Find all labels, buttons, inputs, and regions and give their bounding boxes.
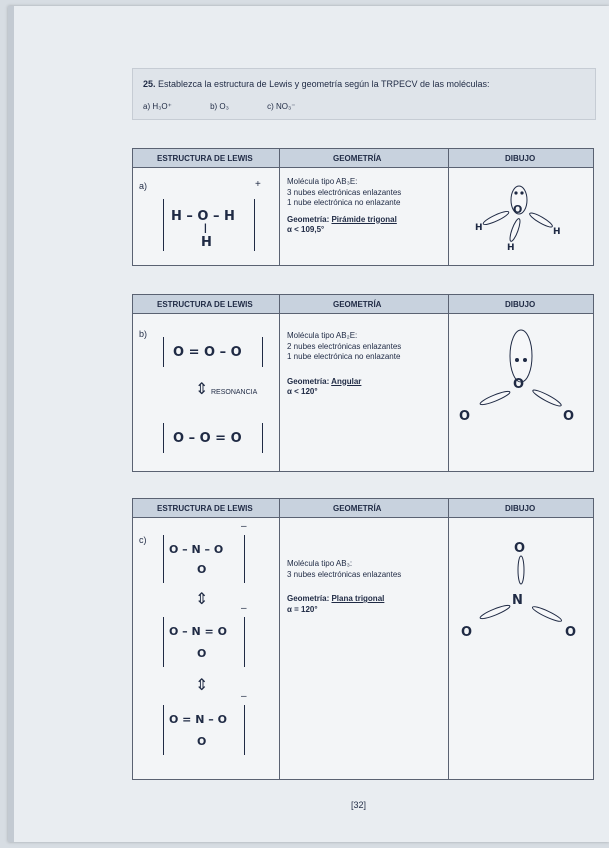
header-geometry: GEOMETRÍA xyxy=(333,300,382,309)
lewis-no3-2-bottom: O xyxy=(197,647,207,660)
header-geometry: GEOMETRÍA xyxy=(333,504,382,513)
resonance-arrow: ⇕ xyxy=(195,381,209,398)
geo-nonbonding: 1 nube electrónica no enlazante xyxy=(287,352,401,361)
table-a xyxy=(132,148,594,266)
header-lewis: ESTRUCTURA DE LEWIS xyxy=(157,504,253,513)
lewis-o3-1: O = O – O xyxy=(173,345,242,360)
atom-o-right: O xyxy=(563,409,575,424)
geometry-b xyxy=(287,331,401,398)
geo-bonding: 3 nubes electrónicas enlazantes xyxy=(287,187,402,197)
charge: + xyxy=(255,179,261,190)
header-drawing: DIBUJO xyxy=(505,300,536,309)
geo-label: Geometría: xyxy=(287,594,330,603)
geo-angle: α = 120° xyxy=(287,604,318,614)
lewis-no3-1-bottom: O xyxy=(197,563,207,576)
atom-o: O xyxy=(513,203,523,216)
geo-name: Plana trigonal xyxy=(331,594,385,603)
lewis-no3-3: O = N – O xyxy=(169,713,227,726)
divider xyxy=(279,149,280,265)
resonance-arrow: ⇕ xyxy=(195,591,209,608)
lewis-h3o: H – O – H xyxy=(171,209,235,224)
drawing-c xyxy=(449,518,593,668)
geometry-c xyxy=(287,559,401,615)
atom-o-center: O xyxy=(513,377,525,392)
divider xyxy=(279,499,280,779)
atom-o-right: O xyxy=(565,625,577,640)
geo-nonbonding: 1 nube electrónica no enlazante xyxy=(287,198,401,207)
option-b: b) O₃ xyxy=(210,102,229,111)
question-options xyxy=(143,102,332,111)
geo-name: Angular xyxy=(331,376,362,386)
geo-label: Geometría: xyxy=(287,376,330,386)
divider xyxy=(279,295,280,471)
header-lewis: ESTRUCTURA DE LEWIS xyxy=(157,154,253,163)
page xyxy=(8,6,609,842)
lewis-no3-1: O – N – O xyxy=(169,543,224,556)
header-geometry: GEOMETRÍA xyxy=(333,154,382,163)
geo-angle: α < 109,5° xyxy=(287,225,325,234)
atom-h-bottom: H xyxy=(507,243,515,253)
table-b xyxy=(132,294,594,472)
question-title xyxy=(143,79,490,89)
question-number: 25. xyxy=(143,79,156,89)
header-drawing: DIBUJO xyxy=(505,504,536,513)
question-box xyxy=(132,68,596,120)
option-c: c) NO₃⁻ xyxy=(267,102,296,111)
geo-label: Geometría: xyxy=(287,214,330,224)
lewis-o3-2: O – O = O xyxy=(173,431,242,446)
atom-o-left: O xyxy=(459,409,471,424)
geometry-a xyxy=(287,177,401,236)
bond-vertical: | xyxy=(204,223,207,234)
atom-n: N xyxy=(512,593,523,608)
charge: – xyxy=(241,691,247,702)
charge: – xyxy=(241,603,247,614)
atom-o-left: O xyxy=(461,625,473,640)
atom-h-left: H xyxy=(475,223,483,233)
resonance-arrow: ⇕ xyxy=(195,677,209,694)
geo-type: Molécula tipo AB₃: xyxy=(287,559,353,568)
drawing-a xyxy=(449,168,593,264)
drawing-b xyxy=(449,314,593,464)
geo-name: Pirámide trigonal xyxy=(331,214,397,224)
option-a: a) H₃O⁺ xyxy=(143,102,172,111)
geo-type: Molécula tipo AB₃E: xyxy=(287,177,358,186)
lewis-no3-2: O – N = O xyxy=(169,625,227,638)
atom-h-right: H xyxy=(553,227,561,237)
atom-o-top: O xyxy=(514,541,526,556)
geo-type: Molécula tipo AB₂E: xyxy=(287,331,358,340)
table-b-header xyxy=(133,295,593,314)
row-label-a: a) xyxy=(139,181,148,191)
lewis-no3-3-bottom: O xyxy=(197,735,207,748)
table-c-header xyxy=(133,499,593,518)
table-c xyxy=(132,498,594,780)
geo-bonding: 2 nubes electrónicas enlazantes xyxy=(287,341,402,351)
header-drawing: DIBUJO xyxy=(505,154,536,163)
lewis-h3o-bottom: H xyxy=(201,235,212,250)
charge: – xyxy=(241,521,247,532)
geo-bonding: 3 nubes electrónicas enlazantes xyxy=(287,569,402,579)
question-text: Establezca la estructura de Lewis y geometría según la TRPECV de las moléculas: xyxy=(158,79,490,89)
resonance-label: RESONANCIA xyxy=(211,389,258,396)
row-label-c: c) xyxy=(139,535,147,545)
page-number: [32] xyxy=(351,800,367,810)
geo-angle: α < 120° xyxy=(287,387,318,396)
row-label-b: b) xyxy=(139,329,148,339)
header-lewis: ESTRUCTURA DE LEWIS xyxy=(157,300,253,309)
table-a-header xyxy=(133,149,593,168)
